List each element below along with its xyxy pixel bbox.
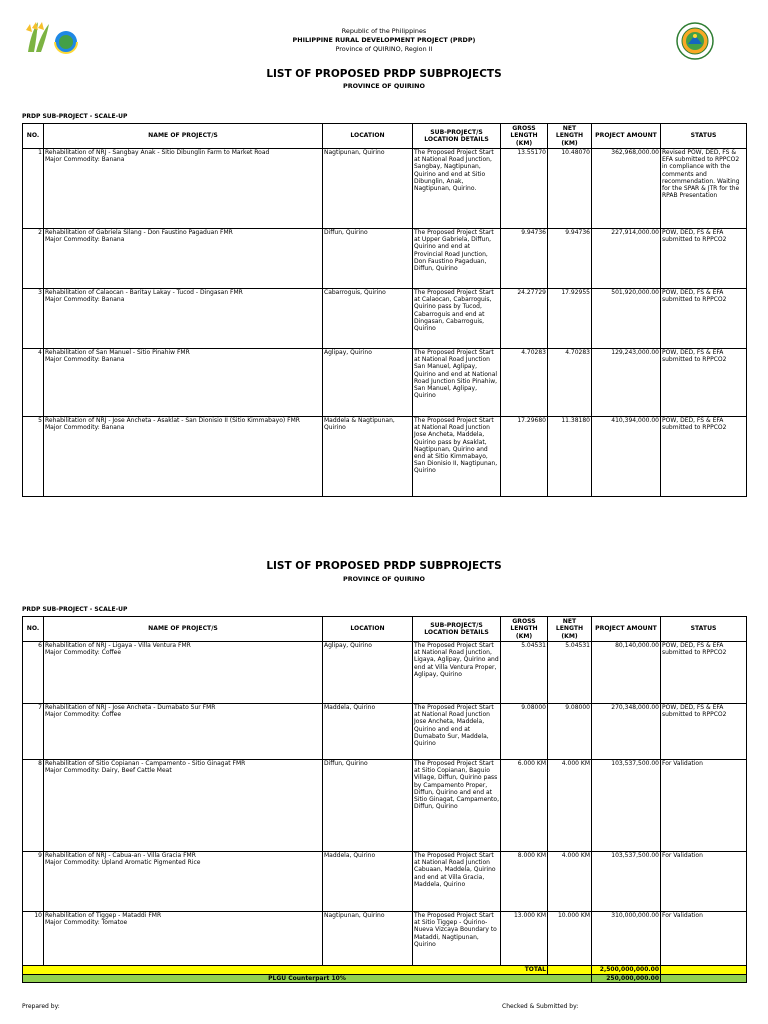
gross-length: 13.55170 [501,149,548,229]
project-amount: 501,920,000.00 [592,289,661,349]
plgu-status-empty [661,975,747,983]
row-number: 3 [23,289,44,349]
gross-length: 13.000 KM [501,912,548,966]
total-amount: 2,500,000,000.00 [592,966,661,975]
project-location: Maddela, Quirino [323,704,413,760]
project-status: POW, DED, FS & EFA submitted to RPPCO2 [661,642,747,704]
project-status: Revised POW, DED, FS & EFA submitted to RPPCO2 in compliance with the comments and recommendation. Waiting for the SPAR & JTR for the RPAB Presentation [661,149,747,229]
major-commodity: Major Commodity: Dairy, Beef Cattle Meat [45,767,172,775]
project-name [44,760,323,852]
location-details: The Proposed Project Start at Calaocan, Cabarroguis, Quirino pass by Tucod, Cabarroguis and end at Dingasan, Cabarroguis, Quirino [413,289,501,349]
col-header-no: NO. [23,124,44,149]
total-row [23,966,747,975]
total-status-empty [661,966,747,975]
project-location: Nagtipunan, Quirino [323,912,413,966]
table-row [23,417,747,497]
major-commodity: Major Commodity: Banana [45,356,125,364]
net-length: 9.94736 [548,229,592,289]
page-subtitle-2: PROVINCE OF QUIRINO [343,575,425,583]
location-details: The Proposed Project Start at National Road Junction, Ligaya, Aglipay, Quirino and end at Villa Ventura Proper, Aglipay, Quirino [413,642,501,704]
table-row [23,642,747,704]
net-length: 11.38180 [548,417,592,497]
net-length: 10.48070 [548,149,592,229]
plgu-label: PLGU Counterpart 10% [23,975,592,983]
col-header-location: LOCATION [323,617,413,642]
project-amount: 103,537,500.00 [592,852,661,912]
table-row [23,289,747,349]
document-header [0,27,768,54]
major-commodity: Major Commodity: Banana [45,156,125,164]
col-header-gross: GROSS LENGTH (KM) [501,124,548,149]
major-commodity: Major Commodity: Banana [45,236,125,244]
gross-length: 24.27729 [501,289,548,349]
subprojects-table-1 [22,123,747,497]
row-number: 6 [23,642,44,704]
project-name [44,704,323,760]
project-location: Cabarroguis, Quirino [323,289,413,349]
header-province: Province of QUIRINO, Region II [335,45,433,53]
project-status: POW, DED, FS & EFA submitted to RPPCO2 [661,349,747,417]
project-name-text: Rehabilitation of San Manuel - Sitio Pinahiw FMR [45,349,190,356]
major-commodity: Major Commodity: Coffee [45,649,122,657]
table-row [23,852,747,912]
project-status: POW, DED, FS & EFA submitted to RPPCO2 [661,417,747,497]
row-number: 1 [23,149,44,229]
project-amount: 270,348,000.00 [592,704,661,760]
project-name-text: Rehabilitation of Tiggep - Mataddi FMR [45,912,162,919]
project-status: POW, DED, FS & EFA submitted to RPPCO2 [661,704,747,760]
col-header-details: SUB-PROJECT/S LOCATION DETAILS [413,124,501,149]
project-name [44,912,323,966]
project-name-text: Rehabilitation of NRJ - Sangbay Anak - Sitio Dibunglin Farm to Market Road [45,149,270,156]
col-header-amount: PROJECT AMOUNT [592,617,661,642]
prepared-by-label: Prepared by: [22,1003,60,1010]
project-status: For Validation [661,760,747,852]
project-name [44,349,323,417]
table-row [23,149,747,229]
project-status: POW, DED, FS & EFA submitted to RPPCO2 [661,289,747,349]
project-name-text: Rehabilitation of Gabriela Silang - Don Faustino Pagaduan FMR [45,229,233,236]
project-status: For Validation [661,912,747,966]
project-amount: 227,914,000.00 [592,229,661,289]
page-subtitle: PROVINCE OF QUIRINO [343,82,425,90]
col-header-location: LOCATION [323,124,413,149]
table-row [23,349,747,417]
net-length: 4.000 KM [548,760,592,852]
project-location: Nagtipunan, Quirino [323,149,413,229]
subprojects-table-2 [22,616,747,983]
col-header-gross: GROSS LENGTH (KM) [501,617,548,642]
project-name [44,417,323,497]
location-details: The Proposed Project Start at National Road Junction Jose Ancheta, Maddela, Quirino and end at Dumabato Sur, Maddela, Quirino [413,704,501,760]
table-header-row [23,617,747,642]
project-name [44,642,323,704]
project-name [44,852,323,912]
net-length: 4.70283 [548,349,592,417]
table-row [23,912,747,966]
row-number: 7 [23,704,44,760]
section-label: PRDP SUB-PROJECT - SCALE-UP [22,113,128,120]
col-header-net: NET LENGTH (KM) [548,617,592,642]
row-number: 8 [23,760,44,852]
major-commodity: Major Commodity: Coffee [45,711,122,719]
col-header-net: NET LENGTH (KM) [548,124,592,149]
row-number: 4 [23,349,44,417]
project-amount: 410,394,000.00 [592,417,661,497]
plgu-counterpart-row [23,975,747,983]
col-header-amount: PROJECT AMOUNT [592,124,661,149]
table-row [23,229,747,289]
gross-length: 8.000 KM [501,852,548,912]
col-header-name: NAME OF PROJECT/S [44,617,323,642]
project-location: Diffun, Quirino [323,229,413,289]
gross-length: 4.70283 [501,349,548,417]
major-commodity: Major Commodity: Banana [45,424,125,432]
total-label: TOTAL [23,966,548,975]
net-length: 4.000 KM [548,852,592,912]
project-name [44,229,323,289]
plgu-amount: 250,000,000.00 [592,975,661,983]
net-length: 5.04531 [548,642,592,704]
major-commodity: Major Commodity: Tomatoe [45,919,128,927]
table-header-row [23,124,747,149]
col-header-details: SUB-PROJECT/S LOCATION DETAILS [413,617,501,642]
total-spacer [548,966,592,975]
net-length: 9.08000 [548,704,592,760]
col-header-name: NAME OF PROJECT/S [44,124,323,149]
project-amount: 129,243,000.00 [592,349,661,417]
project-location: Maddela, Quirino [323,852,413,912]
project-name-text: Rehabilitation of NRJ - Jose Ancheta - Asaklat - San Dionisio II (Sitio Kimmabayo) FMR [45,417,300,424]
table-row [23,704,747,760]
page-title: LIST OF PROPOSED PRDP SUBPROJECTS [266,68,502,80]
page-title-2: LIST OF PROPOSED PRDP SUBPROJECTS [266,560,502,572]
project-name [44,149,323,229]
location-details: The Proposed Project Start at Upper Gabriela, Diffun, Quirino and end at Provincial Road Junction, Don Faustino Pagaduan, Diffun, Quirino [413,229,501,289]
project-amount: 103,537,500.00 [592,760,661,852]
col-header-status: STATUS [661,124,747,149]
section-label-2: PRDP SUB-PROJECT - SCALE-UP [22,606,128,613]
project-status: For Validation [661,852,747,912]
gross-length: 9.08000 [501,704,548,760]
location-details: The Proposed Project Start at Sitio Tiggep - Quirino-Nueva Vizcaya Boundary to Mataddi, Nagtipunan, Quirino [413,912,501,966]
gross-length: 17.29680 [501,417,548,497]
major-commodity: Major Commodity: Banana [45,296,125,304]
net-length: 17.92955 [548,289,592,349]
project-name-text: Rehabilitation of Sitio Copianan - Campamento - Sitio Ginagat FMR [45,760,246,767]
project-name-text: Rehabilitation of NRJ - Ligaya - Villa Ventura FMR [45,642,191,649]
row-number: 5 [23,417,44,497]
row-number: 2 [23,229,44,289]
project-name-text: Rehabilitation of NRJ - Jose Ancheta - Dumabato Sur FMR [45,704,216,711]
gross-length: 9.94736 [501,229,548,289]
project-amount: 80,140,000.00 [592,642,661,704]
project-location: Aglipay, Quirino [323,642,413,704]
location-details: The Proposed Project Start at National Road Junction San Manuel, Aglipay, Quirino and end at National Road Junction Sitio Pinahiw, San Manuel, Aglipay, Quirino [413,349,501,417]
project-status: POW, DED, FS & EFA submitted to RPPCO2 [661,229,747,289]
project-name [44,289,323,349]
col-header-status: STATUS [661,617,747,642]
gross-length: 5.04531 [501,642,548,704]
table-row [23,760,747,852]
row-number: 10 [23,912,44,966]
location-details: The Proposed Project Start at National Road Junction, Sangbay, Nagtipunan, Quirino and end at Sitio Dibunglin, Anak, Nagtipunan, Quirino. [413,149,501,229]
net-length: 10.000 KM [548,912,592,966]
project-location: Aglipay, Quirino [323,349,413,417]
gross-length: 6.000 KM [501,760,548,852]
row-number: 9 [23,852,44,912]
col-header-no: NO. [23,617,44,642]
project-location: Maddela & Nagtipunan, Quirino [323,417,413,497]
header-project: PHILIPPINE RURAL DEVELOPMENT PROJECT (PRDP) [292,36,476,44]
location-details: The Proposed Project Start at Sitio Copianan, Baguio Village, Diffun, Quirino pass by Campamento Proper, Diffun, Quirino and end at Sitio Ginagat, Campamento, Diffun, Quirino [413,760,501,852]
project-name-text: Rehabilitation of Calaocan - Baritay Lakay - Tucod - Dingasan FMR [45,289,243,296]
header-republic: Republic of the Philippines [341,27,427,35]
project-amount: 310,000,000.00 [592,912,661,966]
project-location: Diffun, Quirino [323,760,413,852]
checked-by-label: Checked & Submitted by: [502,1003,579,1010]
project-amount: 362,968,000.00 [592,149,661,229]
location-details: The Proposed Project Start at National Road Junction Cabuaan, Maddela, Quirino and end at Villa Gracia, Maddela, Quirino [413,852,501,912]
major-commodity: Major Commodity: Upland Aromatic Pigmented Rice [45,859,201,867]
location-details: The Proposed Project Start at National Road Junction Jose Ancheta, Maddela, Quirino pass by Asaklat, Nagtipunan, Quirino and end at Sitio Kimmabayo, San Dionisio II, Nagtipunan, Quirino [413,417,501,497]
project-name-text: Rehabilitation of NRJ - Cabua-an - Villa Gracia FMR [45,852,196,859]
